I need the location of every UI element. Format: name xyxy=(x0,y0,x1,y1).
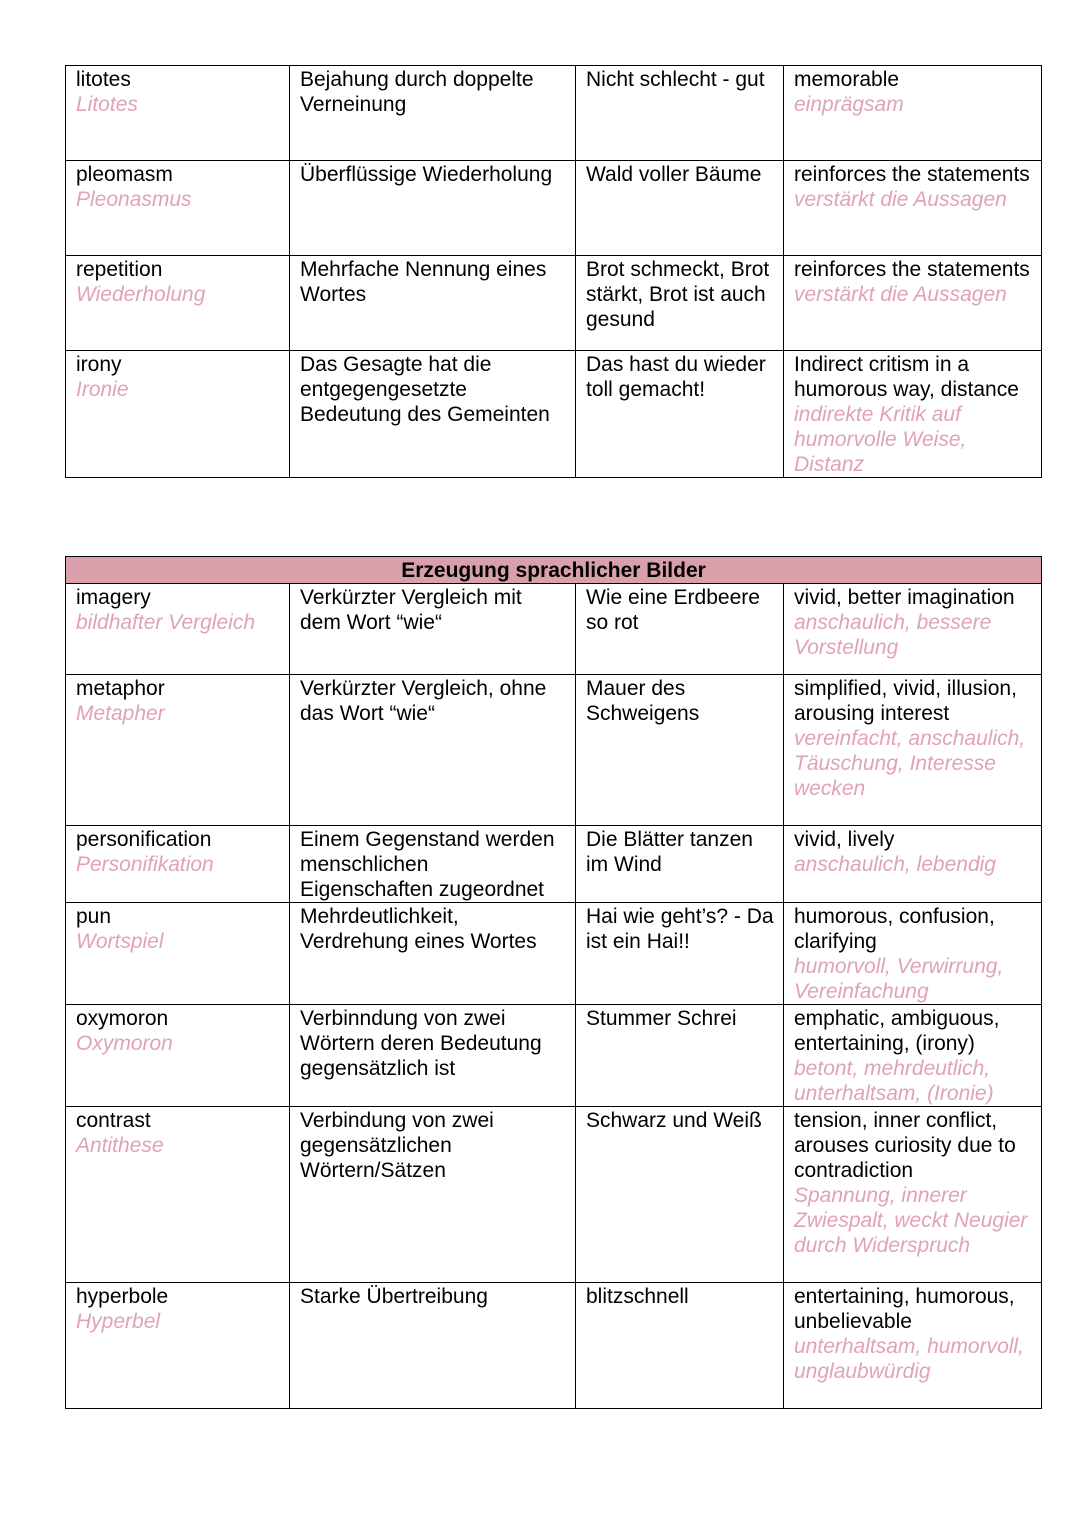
effect-cell xyxy=(784,584,1042,675)
effect-german: verstärkt die Aussagen xyxy=(794,188,1007,211)
term-cell xyxy=(66,675,290,826)
definition-cell: Mehrfache Nennung eines Wortes xyxy=(290,256,576,351)
term-german: Litotes xyxy=(76,93,138,116)
term-german: Pleonasmus xyxy=(76,188,192,211)
effect-cell xyxy=(784,1005,1042,1107)
effect-cell xyxy=(784,161,1042,256)
term-english: hyperbole xyxy=(76,1285,169,1308)
term-cell xyxy=(66,351,290,478)
definition-cell: Das Gesagte hat die entgegengesetzte Bedeutung des Gemeinten xyxy=(290,351,576,478)
effect-english: humorous, confusion, clarifying xyxy=(794,905,995,953)
effect-english: vivid, lively xyxy=(794,828,895,851)
definition-cell: Verbindung von zwei gegensätzlichen Wörtern/Sätzen xyxy=(290,1107,576,1283)
term-english: pun xyxy=(76,905,112,928)
term-german: Metapher xyxy=(76,702,165,725)
table-row xyxy=(66,584,1042,675)
effect-english: vivid, better imagination xyxy=(794,586,1015,609)
term-english: irony xyxy=(76,353,122,376)
term-german: Wortspiel xyxy=(76,930,164,953)
term-cell xyxy=(66,826,290,903)
example-cell: Schwarz und Weiß xyxy=(576,1107,784,1283)
term-cell xyxy=(66,161,290,256)
effect-german: Spannung, innerer Zwiespalt, weckt Neugier durch Widerspruch xyxy=(794,1184,1028,1257)
effect-cell xyxy=(784,826,1042,903)
term-german: Oxymoron xyxy=(76,1032,173,1055)
term-english: contrast xyxy=(76,1109,151,1132)
effect-german: verstärkt die Aussagen xyxy=(794,283,1007,306)
effect-cell xyxy=(784,903,1042,1005)
table-row xyxy=(66,903,1042,1005)
effect-german: anschaulich, bessere Vorstellung xyxy=(794,611,992,659)
term-cell xyxy=(66,584,290,675)
term-english: personification xyxy=(76,828,212,851)
term-german: Antithese xyxy=(76,1134,164,1157)
definition-cell: Bejahung durch doppelte Verneinung xyxy=(290,66,576,161)
term-english: oxymoron xyxy=(76,1007,169,1030)
term-german: bildhafter Vergleich xyxy=(76,611,255,634)
effect-cell xyxy=(784,1107,1042,1283)
effect-cell xyxy=(784,351,1042,478)
table-row xyxy=(66,351,1042,478)
term-english: repetition xyxy=(76,258,163,281)
term-german: Wiederholung xyxy=(76,283,206,306)
term-german: Ironie xyxy=(76,378,129,401)
effect-cell xyxy=(784,256,1042,351)
table-row xyxy=(66,1283,1042,1409)
definition-cell: Überflüssige Wiederholung xyxy=(290,161,576,256)
term-english: metaphor xyxy=(76,677,165,700)
definition-cell: Einem Gegenstand werden menschlichen Eigenschaften zugeordnet xyxy=(290,826,576,903)
example-cell: Hai wie geht’s? - Da ist ein Hai!! xyxy=(576,903,784,1005)
definition-cell: Mehrdeutlichkeit, Verdrehung eines Wortes xyxy=(290,903,576,1005)
example-cell: Stummer Schrei xyxy=(576,1005,784,1107)
effect-english: emphatic, ambiguous, entertaining, (irony) xyxy=(794,1007,1000,1055)
table-row xyxy=(66,826,1042,903)
section-title: Erzeugung sprachlicher Bilder xyxy=(66,557,1042,584)
effect-german: unterhaltsam, humorvoll, unglaubwürdig xyxy=(794,1335,1024,1383)
example-cell: Wie eine Erdbeere so rot xyxy=(576,584,784,675)
example-cell: Die Blätter tanzen im Wind xyxy=(576,826,784,903)
term-cell xyxy=(66,256,290,351)
term-german: Personifikation xyxy=(76,853,214,876)
term-cell xyxy=(66,66,290,161)
term-cell xyxy=(66,903,290,1005)
effect-german: humorvoll, Verwirrung, Vereinfachung xyxy=(794,955,1004,1003)
stylistic-devices-table xyxy=(65,65,1042,478)
term-english: pleomasm xyxy=(76,163,173,186)
definition-cell: Verbinndung von zwei Wörtern deren Bedeutung gegensätzlich ist xyxy=(290,1005,576,1107)
example-cell: Nicht schlecht - gut xyxy=(576,66,784,161)
effect-german: indirekte Kritik auf humorvolle Weise, Distanz xyxy=(794,403,967,476)
term-german: Hyperbel xyxy=(76,1310,161,1333)
definition-cell: Verkürzter Vergleich, ohne das Wort “wie“ xyxy=(290,675,576,826)
imagery-devices-table xyxy=(65,556,1042,1409)
term-english: imagery xyxy=(76,586,151,609)
table-row xyxy=(66,1005,1042,1107)
effect-english: simplified, vivid, illusion, arousing interest xyxy=(794,677,1017,725)
example-cell: Brot schmeckt, Brot stärkt, Brot ist auch gesund xyxy=(576,256,784,351)
term-cell xyxy=(66,1107,290,1283)
table-row xyxy=(66,1107,1042,1283)
effect-cell xyxy=(784,675,1042,826)
effect-english: reinforces the statements xyxy=(794,258,1030,281)
effect-german: einprägsam xyxy=(794,93,904,116)
effect-english: reinforces the statements xyxy=(794,163,1030,186)
effect-german: vereinfacht, anschaulich, Täuschung, Interesse wecken xyxy=(794,727,1026,800)
section-header-row xyxy=(66,557,1042,584)
effect-english: memorable xyxy=(794,68,900,91)
term-cell xyxy=(66,1283,290,1409)
effect-english: tension, inner conflict, arouses curiosity due to contradiction xyxy=(794,1109,1016,1182)
effect-english: Indirect critism in a humorous way, distance xyxy=(794,353,1019,401)
effect-cell xyxy=(784,66,1042,161)
example-cell: Das hast du wieder toll gemacht! xyxy=(576,351,784,478)
example-cell: Mauer des Schweigens xyxy=(576,675,784,826)
table-row xyxy=(66,256,1042,351)
definition-cell: Verkürzter Vergleich mit dem Wort “wie“ xyxy=(290,584,576,675)
definition-cell: Starke Übertreibung xyxy=(290,1283,576,1409)
example-cell: Wald voller Bäume xyxy=(576,161,784,256)
effect-german: anschaulich, lebendig xyxy=(794,853,996,876)
table-row xyxy=(66,66,1042,161)
effect-english: entertaining, humorous, unbelievable xyxy=(794,1285,1015,1333)
effect-cell xyxy=(784,1283,1042,1409)
term-english: litotes xyxy=(76,68,131,91)
term-cell xyxy=(66,1005,290,1107)
table-row xyxy=(66,675,1042,826)
effect-german: betont, mehrdeutlich, unterhaltsam, (Ironie) xyxy=(794,1057,994,1105)
example-cell: blitzschnell xyxy=(576,1283,784,1409)
table-row xyxy=(66,161,1042,256)
